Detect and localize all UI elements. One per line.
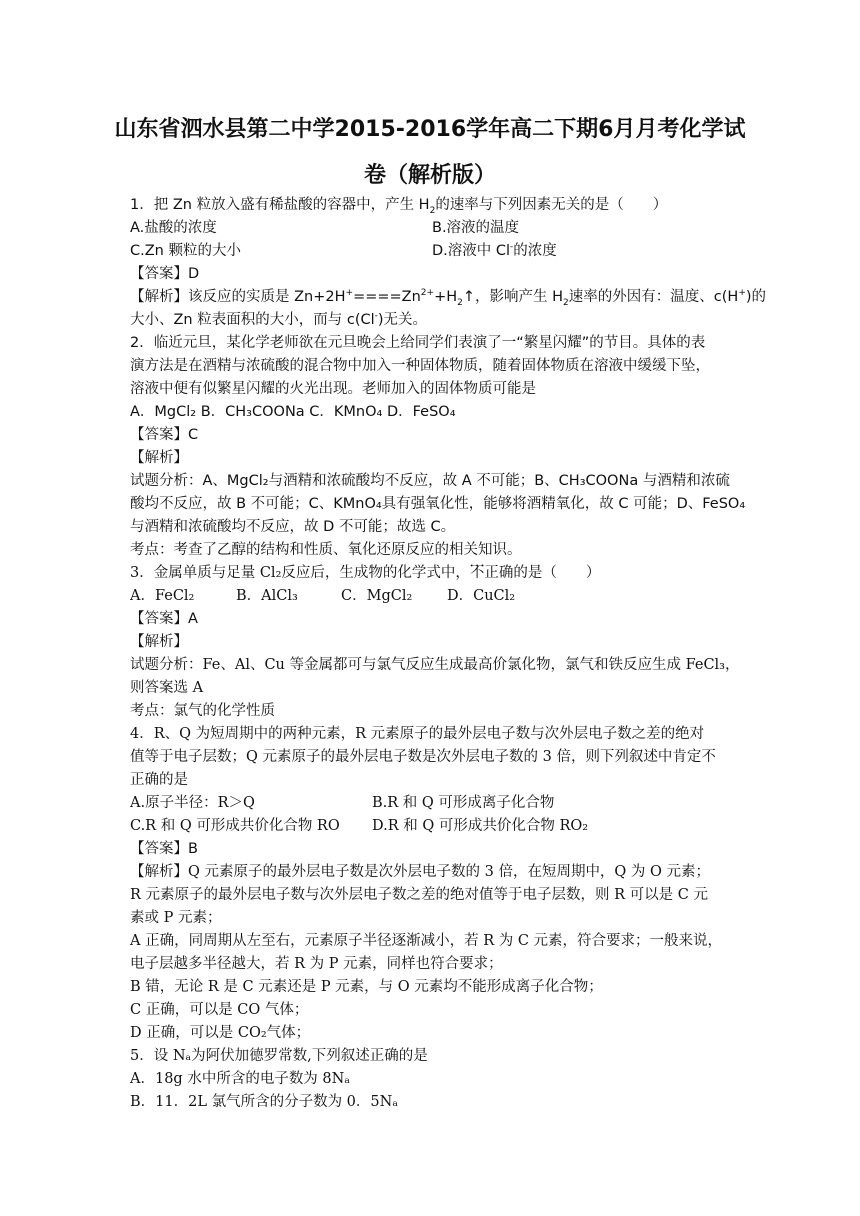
q4-explanation-line-6: B 错，无论 R 是 C 元素还是 P 元素，与 O 元素均不能形成离子化合物；: [130, 979, 603, 995]
q4-explanation-line-1: 【解析】Q 元素原子的最外层电子数是次外层电子数的 3 倍，在短周期中，Q 为 O 元素；: [130, 864, 711, 880]
q4-explanation-line-5: 电子层越多半径越大，若 R 为 P 元素，同样也符合要求；: [130, 956, 503, 972]
document-title-line-2: 卷（解析版）: [363, 163, 496, 188]
q4-answer: 【答案】B: [130, 841, 198, 857]
q4-option-b: B.R 和 Q 可形成离子化合物: [372, 795, 555, 811]
q2-explanation-line-2: 酸均不反应，故 B 不可能；C、KMnO₄具有强氧化性，能够将酒精氧化，故 C 可能；D、FeSO₄: [130, 496, 746, 512]
q1-explanation-line-2: 大小、Zn 粒表面积的大小，而与 c(Cl-)无关。: [130, 311, 428, 328]
q4-stem-line-1: 4．R、Q 为短周期中的两种元素，R 元素原子的最外层电子数与次外层电子数之差的绝对: [130, 726, 705, 742]
q4-option-a: A.原子半径：R＞Q: [130, 795, 255, 811]
q2-answer: 【答案】C: [130, 427, 199, 443]
q1-option-b: B.溶液的温度: [432, 220, 520, 236]
q2-stem-line-3: 溶液中便有似繁星闪耀的火光出现。老师加入的固体物质可能是: [130, 381, 536, 397]
q1-option-c: C.Zn 颗粒的大小: [130, 243, 241, 259]
q3-knowledge-point: 考点：氯气的化学性质: [130, 703, 275, 719]
q5-stem: 5．设 Nₐ为阿伏加德罗常数,下列叙述正确的是: [130, 1048, 428, 1064]
q3-emphasis-text: 不正确 • • •: [470, 565, 514, 581]
q2-options: A．MgCl₂ B．CH₃COONa C．KMnO₄ D．FeSO₄: [130, 404, 456, 420]
q3-stem: 3．金属单质与足量 Cl₂反应后，生成物的化学式中，不正确 • • •的是（ ）: [130, 563, 600, 583]
q3-explanation-line-2: 则答案选 A: [130, 680, 204, 696]
q4-explanation-line-7: C 正确，可以是 CO 气体；: [130, 1002, 309, 1018]
q4-explanation-line-4: A 正确，同周期从左至右，元素原子半径逐渐减小，若 R 为 C 元素，符合要求；一般来说，: [130, 933, 723, 949]
q2-explanation-line-3: 与酒精和浓硫酸均不反应，故 D 不可能；故选 C。: [130, 519, 456, 535]
q3-option-b: B．AlCl₃: [236, 588, 298, 604]
q1-option-a: A.盐酸的浓度: [130, 220, 217, 236]
q5-option-a: A．18g 水中所含的电子数为 8Nₐ: [130, 1071, 350, 1087]
q1-stem: 1．把 Zn 粒放入盛有稀盐酸的容器中，产生 $H_2$的速率与下列因素无关的是（ ）: [130, 197, 668, 216]
q4-option-c: C.R 和 Q 可形成共价化合物 RO: [130, 818, 340, 834]
q2-stem-line-2: 演方法是在酒精与浓硫酸的混合物中加入一种固体物质，随着固体物质在溶液中缓缓下坠，: [130, 358, 710, 374]
q4-option-d: D.R 和 Q 可形成共价化合物 RO₂: [372, 818, 589, 834]
q5-option-b: B．11．2L 氯气所含的分子数为 0．5Nₐ: [130, 1094, 398, 1110]
q4-explanation-line-2: R 元素原子的最外层电子数与次外层电子数之差的绝对值等于电子层数，则 R 可以是 C 元: [130, 887, 708, 903]
q4-stem-line-3: 正确的是: [130, 772, 188, 788]
q2-stem-line-1: 2．临近元旦，某化学老师欲在元旦晚会上给同学们表演了一“繁星闪耀”的节目。具体的表: [130, 335, 706, 351]
q3-option-c: C．MgCl₂: [341, 588, 413, 604]
q4-explanation-line-3: 素或 P 元素；: [130, 910, 222, 926]
q1-explanation-line-1: 【解析】该反应的实质是 $Zn+2H^+====Zn^{2+}+H_2↑$，影响产生 $H_2$速率的外因有：温度、c(H+)的: [130, 288, 767, 308]
q2-knowledge-point: 考点：考查了乙醇的结构和性质、氧化还原反应的相关知识。: [130, 542, 522, 558]
q3-explanation-line-1: 试题分析：Fe、Al、Cu 等金属都可与氯气反应生成最高价氯化物，氯气和铁反应生成 FeCl₃，: [130, 657, 740, 673]
q3-option-a: A．FeCl₂: [130, 588, 195, 604]
document-title-line-1: 山东省泗水县第二中学2015-2016学年高二下期6月月考化学试: [114, 117, 746, 142]
q2-explanation-label: 【解析】: [130, 450, 188, 466]
q3-explanation-label: 【解析】: [130, 634, 188, 650]
q2-explanation-line-1: 试题分析：A、MgCl₂与酒精和浓硫酸均不反应，故 A 不可能；B、CH₃COONa 与酒精和浓硫: [130, 473, 730, 489]
q1-option-d: D.溶液中 Cl-的浓度: [432, 242, 557, 259]
q3-option-d: D．CuCl₂: [447, 588, 516, 604]
q4-explanation-line-8: D 正确，可以是 CO₂气体；: [130, 1025, 311, 1041]
q3-answer: 【答案】A: [130, 611, 198, 627]
q1-answer: 【答案】D: [130, 266, 200, 282]
q4-stem-line-2: 值等于电子层数；Q 元素原子的最外层电子数是次外层电子数的 3 倍，则下列叙述中肯定不: [130, 749, 716, 765]
